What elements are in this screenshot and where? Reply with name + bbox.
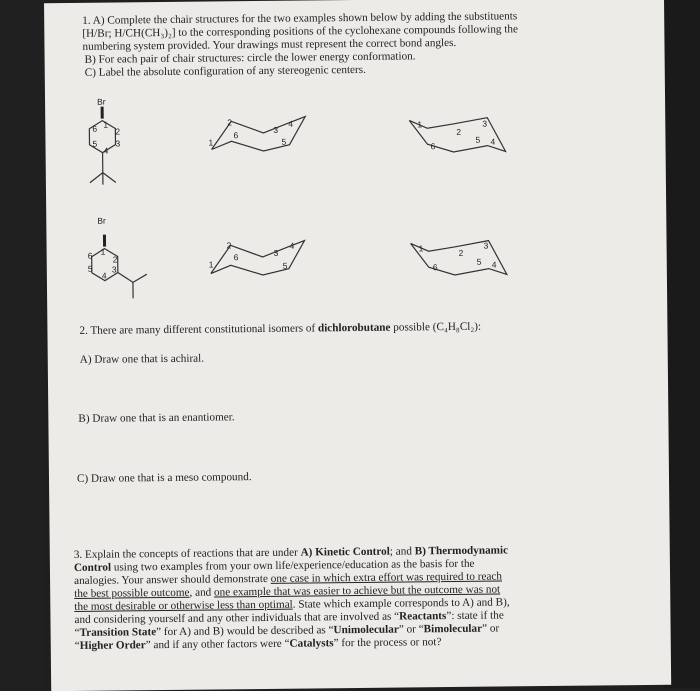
q3-l1c: ; and xyxy=(390,545,415,557)
q2-part-c: C) Draw one that is a meso compound. xyxy=(77,471,252,486)
chair4-num-1: 1 xyxy=(419,243,424,253)
chair-structure-1 xyxy=(205,110,315,156)
chair1-num-5: 5 xyxy=(281,137,286,147)
q3-l7c: ” for A) and B) would be described as “ xyxy=(156,624,334,638)
num-2-a: 2 xyxy=(115,126,120,136)
chair2-num-5: 5 xyxy=(475,135,480,145)
q2-bold: dichlorobutane xyxy=(318,322,391,335)
chair3-num-4: 4 xyxy=(290,241,295,251)
q3-unimolecular: Unimolecular xyxy=(333,624,398,637)
q3-l6a: and considering yourself and any other individuals that are involved as “ xyxy=(74,611,399,626)
chair2-num-6: 6 xyxy=(430,141,435,151)
chair3-num-3: 3 xyxy=(274,248,279,258)
br-label-2: Br xyxy=(97,216,106,226)
num-4-a: 4 xyxy=(104,146,109,156)
chair4-num-3: 3 xyxy=(484,241,489,251)
q3-l6c: ”: state if the xyxy=(446,609,504,622)
q3-thermo: B) Thermodynamic xyxy=(415,544,508,557)
chair1-num-6: 6 xyxy=(233,130,238,140)
worksheet-page xyxy=(44,0,671,691)
q3-bimolecular: Bimolecular xyxy=(424,623,483,636)
chair4-num-5: 5 xyxy=(477,257,482,267)
chair1-num-3: 3 xyxy=(273,125,278,135)
q2-prefix: 2. There are many different constitutional isomers of xyxy=(79,322,318,336)
background-left xyxy=(0,0,44,688)
q3-line-8 xyxy=(75,636,442,653)
chair3-num-5: 5 xyxy=(283,261,288,271)
q3-l4a: , and xyxy=(189,586,214,598)
chair1-num-4: 4 xyxy=(288,119,293,129)
num-3-a: 3 xyxy=(115,138,120,148)
chair2-num-2: 2 xyxy=(456,127,461,137)
q3-l7g: ” or xyxy=(482,623,499,635)
num-2-b: 2 xyxy=(113,254,118,264)
chair3-num-1: 1 xyxy=(209,259,214,269)
q1-line-1: 1. A) Complete the chair structures for the two examples shown below by adding the substituents xyxy=(82,10,517,28)
chair4-num-2: 2 xyxy=(459,248,464,258)
chair1-num-2: 2 xyxy=(227,117,232,127)
q3-l7e: ” or “ xyxy=(399,623,424,635)
q3-l4u: the best possible outcome xyxy=(74,587,189,600)
q2-line xyxy=(79,321,481,338)
num-4-b: 4 xyxy=(102,271,107,281)
q3-reactants: Reactants xyxy=(399,610,446,622)
q3-transition-state: Transition State xyxy=(80,626,157,639)
q3-higher-order: Higher Order xyxy=(80,639,146,652)
num-5-b: 5 xyxy=(88,264,93,274)
num-6-b: 6 xyxy=(88,251,93,261)
chair3-num-2: 2 xyxy=(227,240,232,250)
num-1-b: 1 xyxy=(101,247,106,257)
num-5-a: 5 xyxy=(92,139,97,149)
q3-l7a: “ xyxy=(75,627,80,639)
cyclohexane-br-isopropyl xyxy=(72,212,183,313)
q3-kinetic: A) Kinetic Control xyxy=(301,546,390,559)
q3-l8a: “ xyxy=(75,640,80,652)
q3-catalysts: Catalysts xyxy=(289,637,333,649)
chair2-num-4: 4 xyxy=(490,137,495,147)
chair4-num-6: 6 xyxy=(433,262,438,272)
chair2-num-1: 1 xyxy=(417,119,422,129)
chair1-num-1: 1 xyxy=(208,137,213,147)
q3-l4u2: one example that was easier to achieve but the outcome was not xyxy=(214,584,500,599)
chair4-num-4: 4 xyxy=(492,260,497,270)
num-1-a: 1 xyxy=(103,120,108,130)
q2-suffix: possible (C₄H₈Cl₂): xyxy=(390,321,481,334)
q3-l8e: ” for the process or not? xyxy=(334,636,442,649)
q2-part-a: A) Draw one that is achiral. xyxy=(80,353,204,367)
q1-line-5: C) Label the absolute configuration of any stereogenic centers. xyxy=(85,64,366,80)
q3-l5u: the most desirable or otherwise less than optimal xyxy=(74,599,293,613)
num-3-b: 3 xyxy=(112,265,117,275)
q3-l3u: one case in which extra effort was required to reach xyxy=(271,570,502,584)
q3-l3: analogies. Your answer should demonstrate xyxy=(74,573,271,587)
chair-structure-3 xyxy=(204,234,314,280)
q3-l8c: ” and if any other factors were “ xyxy=(146,638,290,652)
q2-part-b: B) Draw one that is an enantiomer. xyxy=(78,411,234,426)
q1-line-2: [H/Br; H/CH(CH₃)₂] to the corresponding positions of the cyclohexane compounds following the xyxy=(82,23,518,41)
q3-l5a: . State which example corresponds to A) and B), xyxy=(293,596,510,610)
q1-line-3: numbering system provided. Your drawings must represent the correct bond angles. xyxy=(82,37,456,54)
q1-line-4: B) For each pair of chair structures: circle the lower energy conformation. xyxy=(85,50,416,66)
chair2-num-3: 3 xyxy=(482,119,487,129)
br-label-1: Br xyxy=(97,97,106,107)
q3-l1a: 3. Explain the concepts of reactions that are under xyxy=(74,547,301,561)
q3-control: Control xyxy=(74,562,111,574)
q3-l2b: using two examples from your own life/experience/education as the basis for the xyxy=(111,558,475,574)
num-6-a: 6 xyxy=(92,124,97,134)
chair3-num-6: 6 xyxy=(234,252,239,262)
